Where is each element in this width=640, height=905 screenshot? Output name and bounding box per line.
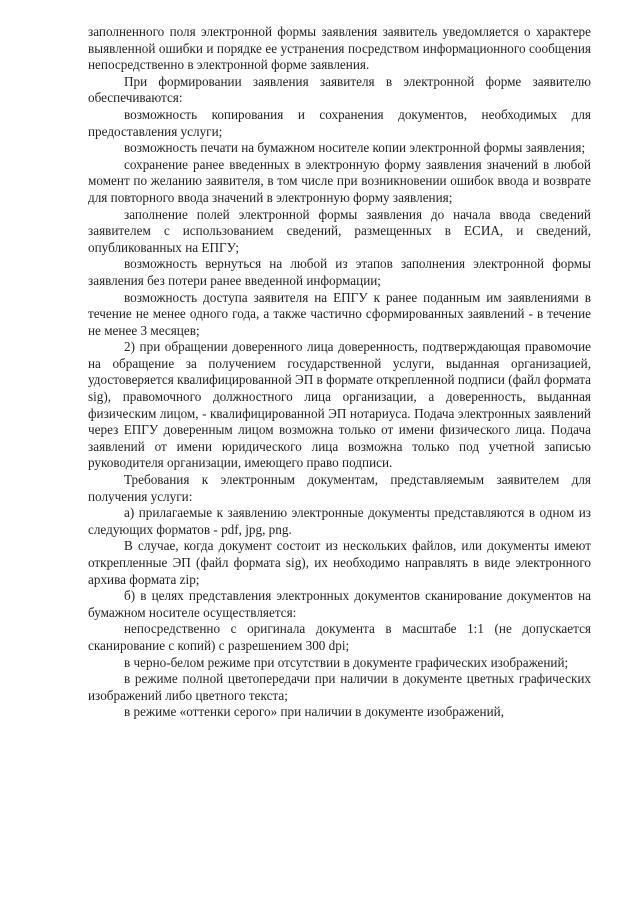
paragraph: возможность вернуться на любой из этапов заполнения электронной формы заявления без потери ранее введенной информации; (88, 256, 591, 288)
document-body (88, 24, 591, 721)
paragraph: в режиме «оттенки серого» при наличии в документе изображений, (124, 704, 505, 720)
paragraph: В случае, когда документ состоит из нескольких файлов, или документы имеют открепленные ЭП (файл формата sig), их необходимо направлять в виде электронного архива формата zip; (88, 538, 591, 587)
paragraph: возможность копирования и сохранения документов, необходимых для предоставления услуги; (88, 106, 591, 139)
paragraph: возможность доступа заявителя на ЕПГУ к ранее поданным им заявлениями в течение не менее одного года, а также частично сформированных заявлений - в течение не менее 3 месяцев; (88, 289, 591, 338)
paragraph: Требования к электронным документам, представляемым заявителем для получения услуги: (88, 472, 591, 504)
paragraph: заполненного поля электронной формы заявления заявитель уведомляется о характере выявленной ошибки и порядке ее устранения посредством информационного сообщения непосредственно в электронной форме заявления. (88, 24, 591, 73)
paragraph: При формировании заявления заявителя в электронной форме заявителю обеспечиваются: (88, 73, 591, 106)
paragraph: непосредственно с оригинала документа в масштабе 1:1 (не допускается сканирование с копий) с разрешением 300 dpi; (88, 621, 591, 653)
paragraph: б) в целях представления электронных документов сканирование документов на бумажном носителе осуществляется: (88, 588, 591, 620)
paragraph: 2) при обращении доверенного лица доверенность, подтверждающая правомочие на обращение за получением государственной услуги, выданная организацией, удостоверяется квалифицированной ЭП в формате открепленной подписи (файл формата sig), правомочного должностного лица организации, а доверенность, выданная физическим лицом, - квалифицированной ЭП нотариуса. Подача электронных заявлений через ЕПГУ доверенным лицом возможна только от имени физического лица. Подача заявлений от имени юридического лица возможна только под учетной записью руководителя организации, имеющего право подписи. (88, 339, 591, 471)
paragraph: в черно-белом режиме при отсутствии в документе графических изображений; (124, 654, 569, 670)
paragraph: сохранение ранее введенных в электронную форму заявления значений в любой момент по желанию заявителя, в том числе при возникновении ошибок ввода и возврате для повторного ввода значений в электронную форму заявления; (88, 156, 591, 205)
paragraph: в режиме полной цветопередачи при наличии в документе цветных графических изображений либо цветного текста; (88, 671, 591, 703)
paragraph: возможность печати на бумажном носителе копии электронной формы заявления; (124, 140, 586, 156)
paragraph: а) прилагаемые к заявлению электронные документы представляются в одном из следующих форматов - pdf, jpg, png. (88, 505, 591, 537)
paragraph: заполнение полей электронной формы заявления до начала ввода сведений заявителем с использованием сведений, размещенных в ЕСИА, и сведений, опубликованных на ЕПГУ; (88, 206, 591, 255)
